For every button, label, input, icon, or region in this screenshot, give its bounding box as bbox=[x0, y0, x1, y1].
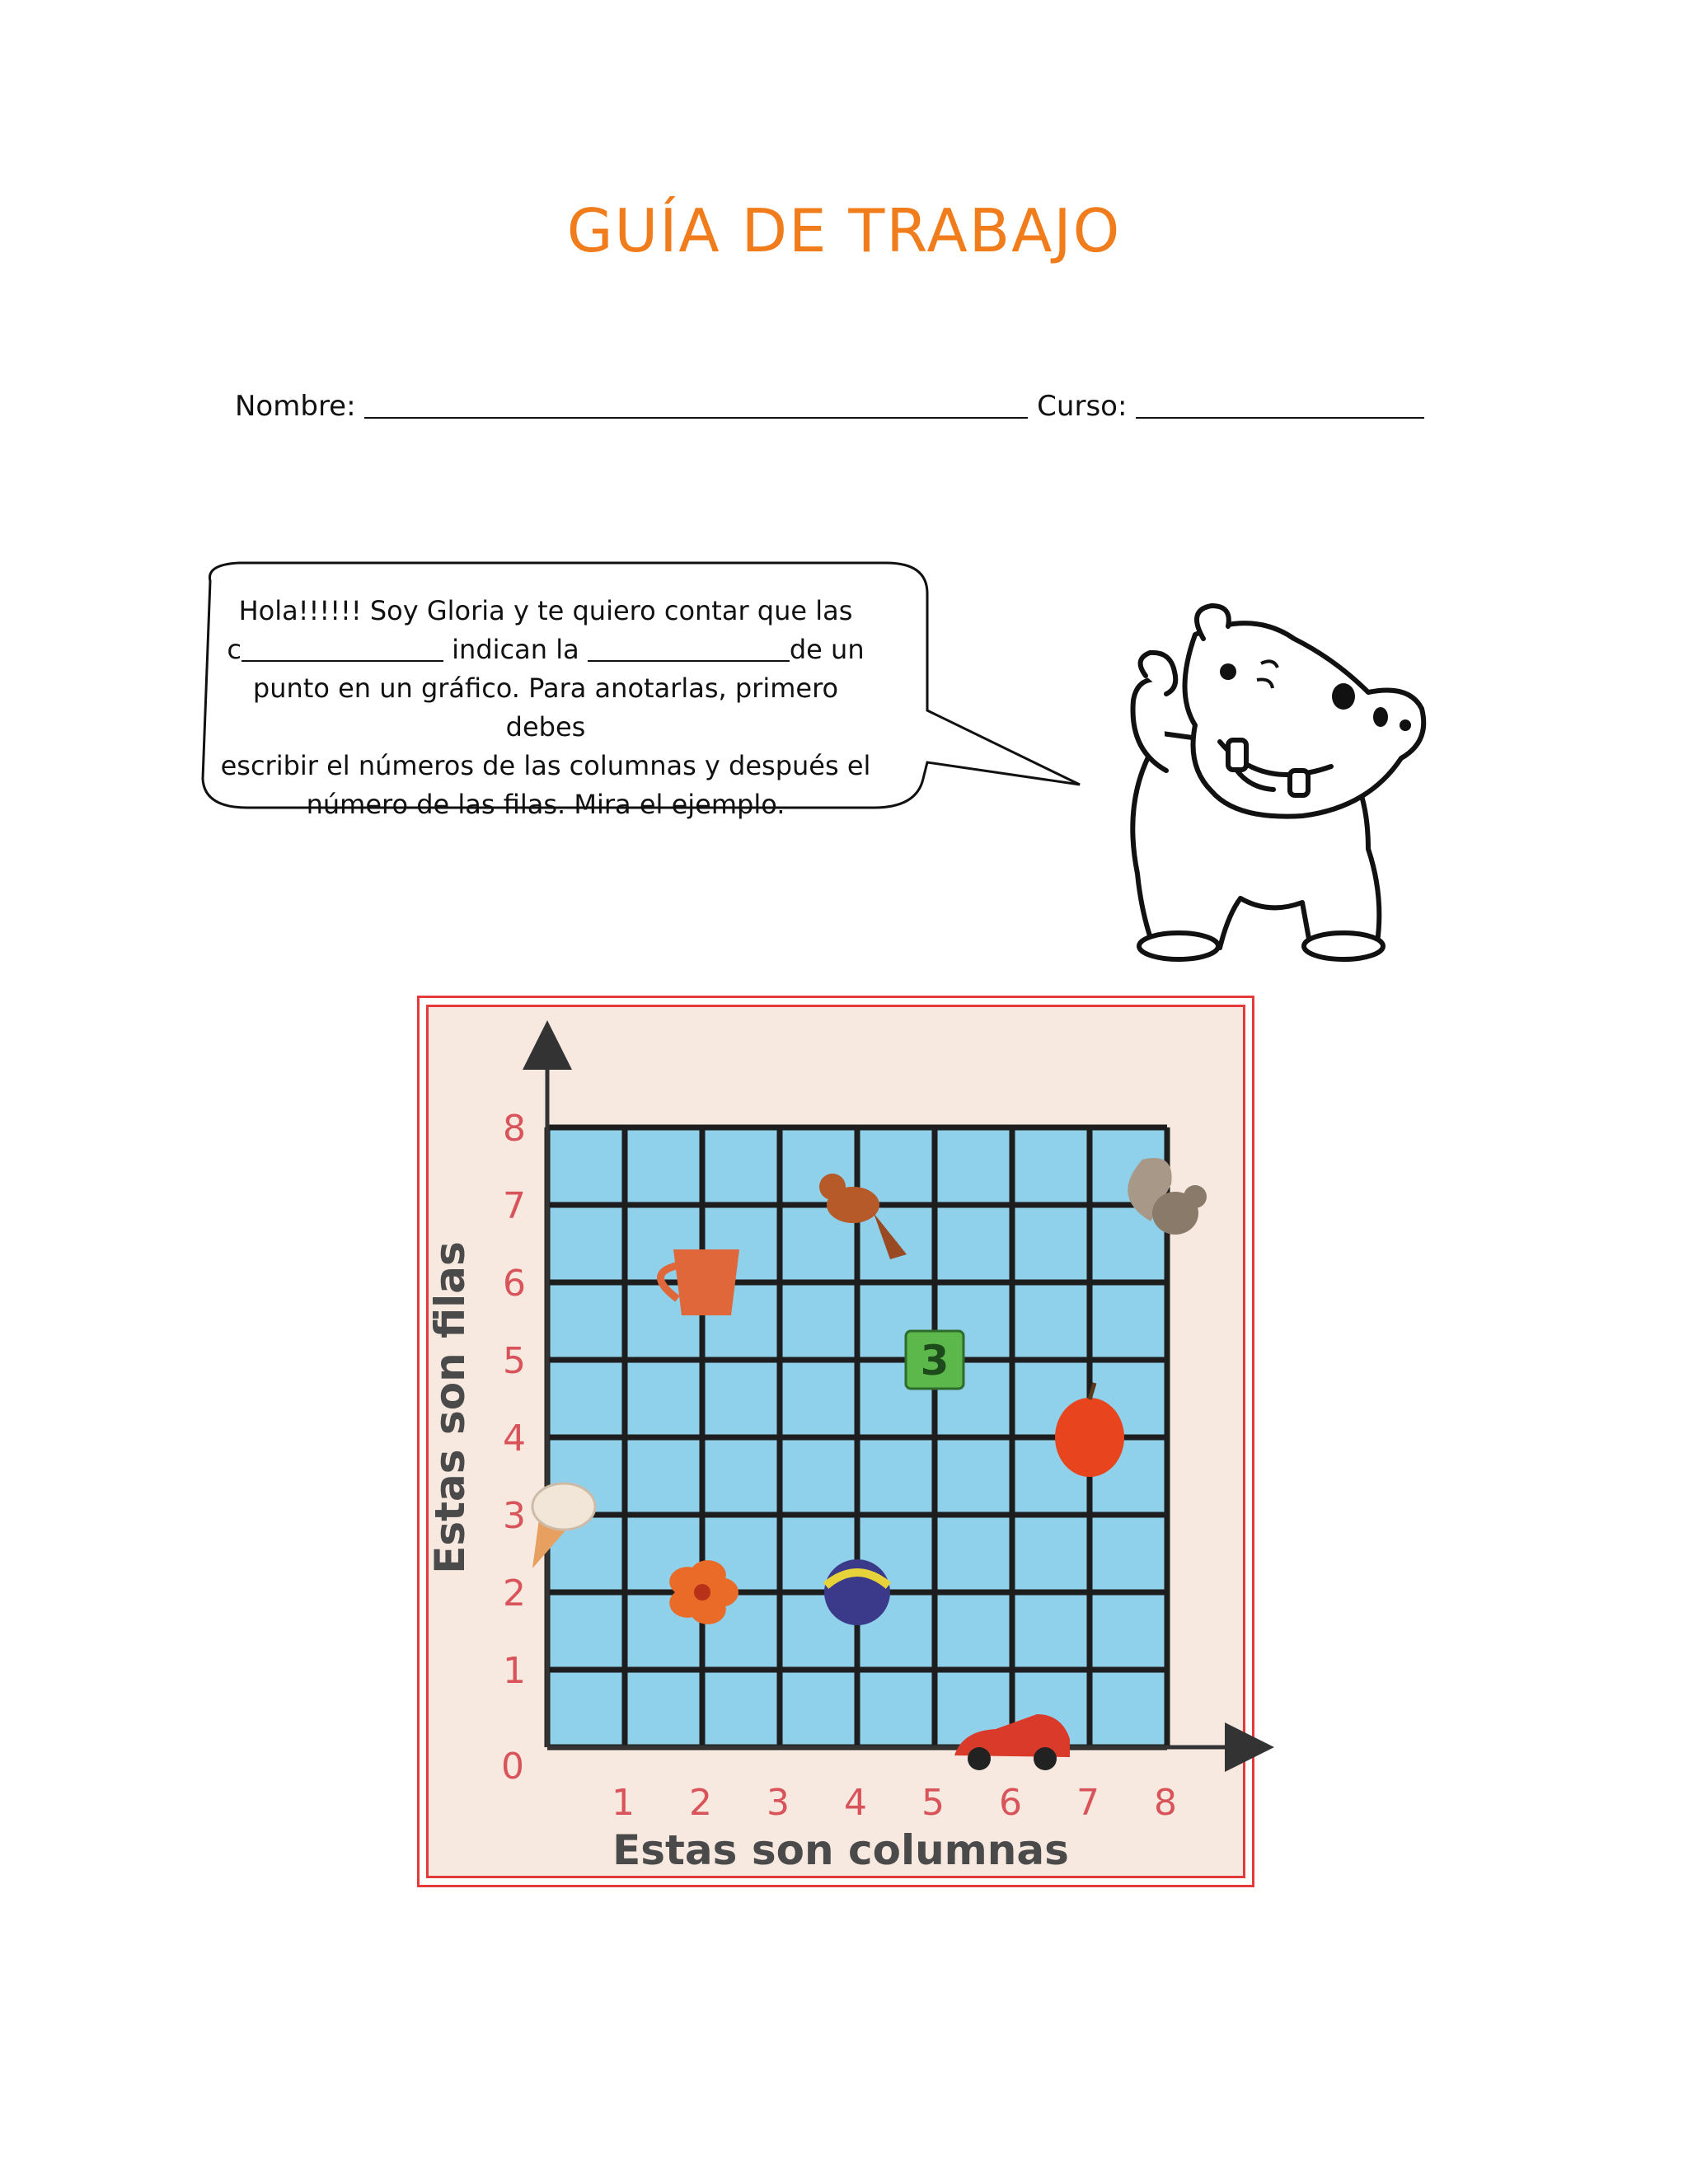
bubble-indican: indican la bbox=[452, 634, 579, 665]
y-tick-label: 8 bbox=[503, 1108, 526, 1150]
y-tick-label: 1 bbox=[503, 1650, 526, 1692]
bubble-line-4: escribir el números de las columnas y después el bbox=[220, 750, 871, 781]
block-number: 3 bbox=[920, 1337, 950, 1385]
x-tick-label: 6 bbox=[999, 1782, 1022, 1824]
y-tick-label: 2 bbox=[503, 1572, 526, 1615]
item-cubo-3 bbox=[906, 1331, 964, 1389]
x-tick-label: 7 bbox=[1076, 1782, 1100, 1824]
x-axis-label: Estas son columnas bbox=[612, 1826, 1069, 1874]
page-title: GUÍA DE TRABAJO bbox=[566, 196, 1122, 265]
squirrel-head bbox=[1184, 1185, 1207, 1208]
y-tick-label: 4 bbox=[503, 1418, 526, 1460]
x-tick-label: 0 bbox=[501, 1746, 524, 1788]
x-tick-label: 2 bbox=[689, 1782, 712, 1824]
bubble-c-letter: c bbox=[227, 634, 241, 665]
y-tick-label: 5 bbox=[503, 1340, 526, 1382]
car-wheel bbox=[968, 1747, 991, 1770]
apple-shape bbox=[1055, 1398, 1124, 1477]
x-tick-label: 8 bbox=[1154, 1782, 1177, 1824]
bubble-line-1: Hola!!!!!! Soy Gloria y te quiero contar que las bbox=[238, 595, 853, 626]
bird-head bbox=[819, 1174, 846, 1200]
y-tick-label: 6 bbox=[503, 1263, 526, 1305]
bubble-line-3: punto en un gráfico. Para anotarlas, primero debes bbox=[252, 673, 839, 743]
x-tick-label: 4 bbox=[844, 1782, 867, 1824]
cup-shape bbox=[673, 1249, 739, 1315]
nombre-label: Nombre: bbox=[235, 390, 356, 423]
flower-center bbox=[694, 1584, 710, 1601]
x-tick-label: 3 bbox=[767, 1782, 790, 1824]
curso-label: Curso: bbox=[1037, 390, 1128, 423]
flower-petal bbox=[690, 1560, 726, 1590]
bubble-de-un: de un bbox=[789, 634, 865, 665]
x-tick-label: 1 bbox=[612, 1782, 635, 1824]
x-tick-label: 5 bbox=[921, 1782, 945, 1824]
item-pelota bbox=[824, 1559, 890, 1625]
ice-cream-scoop bbox=[532, 1483, 595, 1530]
y-tick-label: 3 bbox=[503, 1495, 526, 1537]
car-wheel bbox=[1034, 1747, 1057, 1770]
bubble-line-5: número de las filas. Mira el ejemplo. bbox=[306, 789, 785, 820]
y-tick-label: 7 bbox=[503, 1185, 526, 1227]
y-axis-label: Estas son filas bbox=[426, 1241, 474, 1574]
